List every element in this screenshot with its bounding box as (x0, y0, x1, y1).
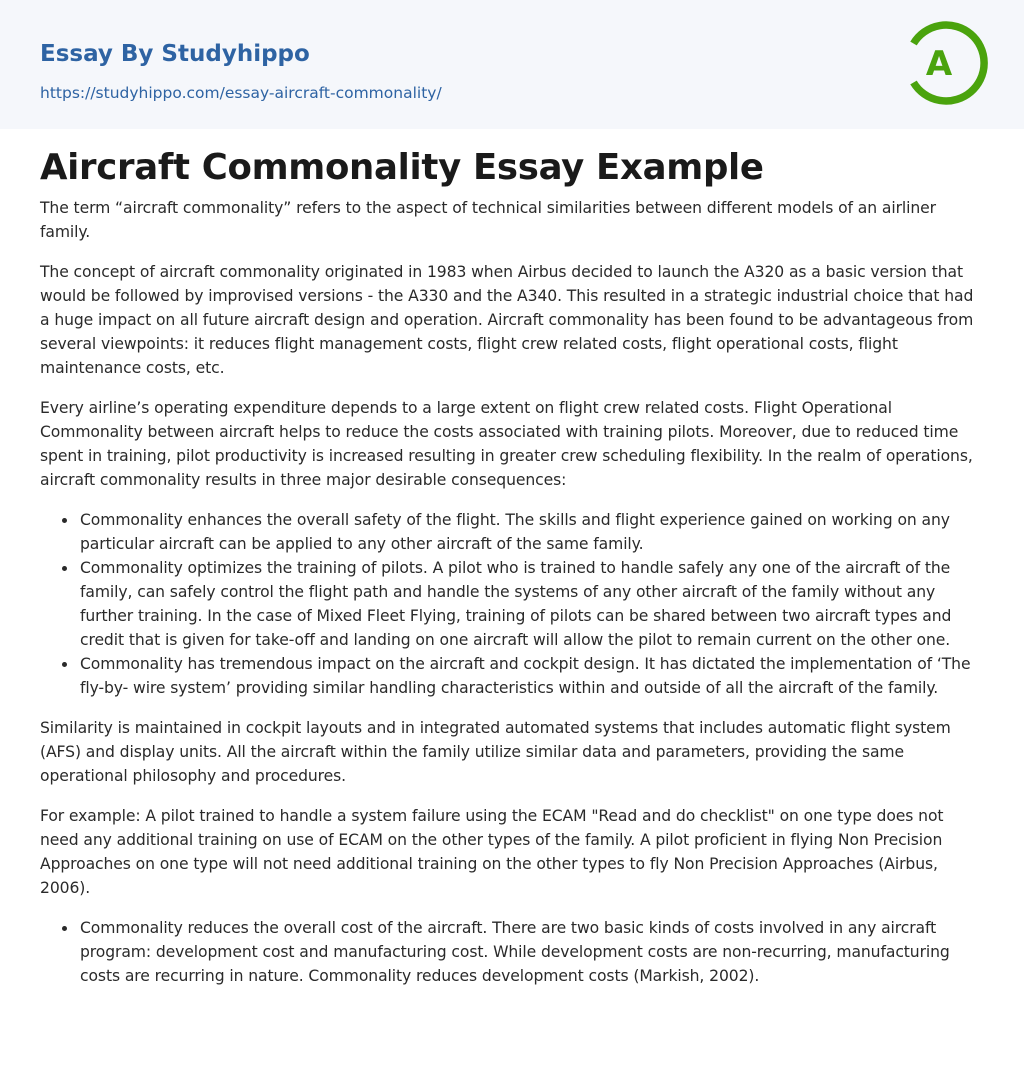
studyhippo-logo-icon[interactable] (898, 18, 988, 108)
consequences-list (40, 508, 984, 700)
logo-arc-icon (898, 18, 988, 108)
site-header (0, 0, 1024, 129)
list-item-text: Commonality enhances the overall safety of the flight. The skills and flight experience gained on working on any particular aircraft can be applied to any other aircraft of the same family. (80, 511, 950, 553)
paragraph-example: For example: A pilot trained to handle a system failure using the ECAM "Read and do checklist" on one type does not need any additional training on use of ECAM on the other types of the family. A pilot proficient in flying Non Precision Approaches on one type will not need additional training on the other types to fly Non Precision Approaches (Airbus, 2006). (40, 807, 944, 897)
paragraph-expenditure: Every airline’s operating expenditure depends to a large extent on flight crew related costs. Flight Operational Commonality between aircraft helps to reduce the costs associated with training pilots. Moreover, due to reduced time spent in training, pilot productivity is increased resulting in greater crew scheduling flexibility. In the realm of operations, aircraft commonality results in three major desirable consequences: (40, 399, 973, 489)
site-title[interactable]: Essay By Studyhippo (40, 41, 310, 67)
list-item (40, 508, 984, 556)
list-item (40, 652, 984, 700)
list-item-text: Commonality optimizes the training of pilots. A pilot who is trained to handle safely any one of the aircraft of the family, can safely control the flight path and handle the systems of any other aircraft of the family without any further training. In the case of Mixed Fleet Flying, training of pilots can be shared between two aircraft types and credit that is given for take-off and landing on one aircraft will allow the pilot to remain current on the other one. (80, 559, 952, 649)
bullet-icon (62, 518, 67, 523)
page-title: Aircraft Commonality Essay Example (40, 147, 764, 188)
bullet-icon (62, 926, 67, 931)
list-item-text: Commonality reduces the overall cost of the aircraft. There are two basic kinds of costs involved in any aircraft program: development cost and manufacturing cost. While development costs are non-recurring, manufacturing costs are recurring in nature. Commonality reduces development costs (Markish, 2002). (80, 919, 950, 985)
paragraph-similarity: Similarity is maintained in cockpit layouts and in integrated automated systems that includes automatic flight system (AFS) and display units. All the aircraft within the family utilize similar data and parameters, providing the same operational philosophy and procedures. (40, 719, 951, 785)
cost-list (40, 916, 984, 988)
essay-url-link[interactable]: https://studyhippo.com/essay-aircraft-commonality/ (40, 84, 442, 102)
list-item (40, 556, 984, 652)
paragraph-origin: The concept of aircraft commonality originated in 1983 when Airbus decided to launch the A320 as a basic version that would be followed by improvised versions - the A330 and the A340. This resulted in a strategic industrial choice that had a huge impact on all future aircraft design and operation. Aircraft commonality has been found to be advantageous from several viewpoints: it reduces flight management costs, flight crew related costs, flight operational costs, flight maintenance costs, etc. (40, 263, 974, 377)
bullet-icon (62, 662, 67, 667)
list-item-text: Commonality has tremendous impact on the aircraft and cockpit design. It has dictated the implementation of ‘The fly-by- wire system’ providing similar handling characteristics within and outside of all the aircraft of the family. (80, 655, 971, 697)
article (0, 146, 1024, 988)
bullet-icon (62, 566, 67, 571)
list-item (40, 916, 984, 988)
logo-letter: A (925, 44, 953, 84)
paragraph-intro: The term “aircraft commonality” refers to the aspect of technical similarities between different models of an airliner family. (40, 199, 936, 241)
